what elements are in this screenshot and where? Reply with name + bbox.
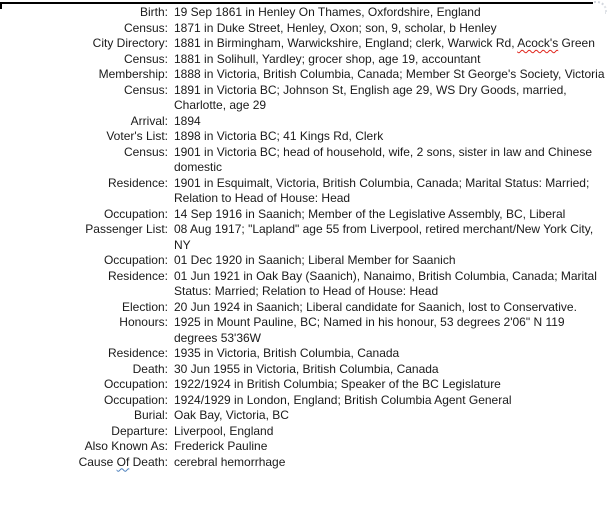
fact-label: Residence:: [107, 268, 168, 283]
fact-row: [0, 377, 610, 393]
fact-row: [0, 222, 610, 253]
fact-value: 1898 in Victoria BC; 41 Kings Rd, Clerk: [174, 129, 384, 143]
fact-row: [0, 5, 610, 21]
grammar-squiggle-word: Of: [116, 454, 130, 469]
fact-value: 1935 in Victoria, British Columbia, Canada: [174, 346, 400, 360]
fact-label: Census:: [123, 144, 168, 159]
fact-value: 1881 in Solihull, Yardley; grocer shop, age 19, accountant: [174, 51, 481, 66]
fact-label: Death:: [132, 361, 168, 376]
fact-label: Passenger List:: [85, 222, 168, 236]
fact-label: Membership:: [98, 67, 168, 81]
fact-row: [0, 455, 610, 471]
fact-row: [0, 408, 610, 424]
fact-value: 1925 in Mount Pauline, BC; Named in his honour, 53 degrees 2'06" N 119 degrees 53'36W: [174, 315, 565, 345]
fact-label: Cause Of Death:: [78, 454, 168, 469]
fact-value: 1894: [174, 113, 201, 128]
fact-row: [0, 424, 610, 440]
fact-row: [0, 21, 610, 37]
fact-label: Birth:: [139, 5, 168, 19]
fact-label: Arrival:: [130, 113, 168, 128]
fact-label: Census:: [123, 20, 168, 35]
fact-row: [0, 145, 610, 176]
fact-row: [0, 362, 610, 378]
fact-label: Occupation:: [103, 377, 168, 391]
fact-value: 1922/1924 in British Columbia; Speaker of the BC Legislature: [174, 377, 501, 391]
fact-row: [0, 393, 610, 409]
fact-row: [0, 300, 610, 316]
fact-row: [0, 176, 610, 207]
fact-label: Occupation:: [103, 392, 168, 407]
fact-label: Election:: [121, 299, 168, 314]
fact-row: [0, 114, 610, 130]
fact-row: [0, 129, 610, 145]
facts-table: [0, 5, 610, 470]
fact-value: 1891 in Victoria BC; Johnson St, English age 29, WS Dry Goods, married, Charlotte, age 29: [174, 82, 567, 112]
fact-value: 01 Jun 1921 in Oak Bay (Saanich), Nanaimo, British Columbia, Canada; Marital Status: Married; Relation to Head of House: Head: [174, 268, 597, 298]
fact-value: 1901 in Victoria BC; head of household, wife, 2 sons, sister in law and Chinese domestic: [174, 144, 593, 174]
fact-value: 1901 in Esquimalt, Victoria, British Columbia, Canada; Marital Status: Married; Relation to Head of House: Head: [174, 175, 590, 205]
fact-label: City Directory:: [92, 36, 168, 50]
fact-value: 1924/1929 in London, England; British Columbia Agent General: [174, 392, 512, 407]
fact-value: Oak Bay, Victoria, BC: [174, 408, 289, 422]
fact-label: Census:: [123, 82, 168, 97]
fact-row: [0, 439, 610, 455]
fact-value: Liverpool, England: [174, 423, 274, 438]
fact-label: Honours:: [119, 315, 168, 329]
fact-label: Also Known As:: [84, 439, 168, 453]
fact-value: 1881 in Birmingham, Warwickshire, England; clerk, Warwick Rd, Acock's Green: [174, 36, 595, 50]
fact-value: cerebral hemorrhage: [174, 454, 286, 469]
fact-label: Census:: [123, 51, 168, 66]
spelling-squiggle-word: Acock's: [517, 36, 559, 50]
fact-label: Occupation:: [103, 253, 168, 267]
fact-value: 1888 in Victoria, British Columbia, Canada; Member St George's Society, Victoria: [174, 67, 605, 81]
fact-value: 1871 in Duke Street, Henley, Oxon; son, 9, scholar, b Henley: [174, 20, 497, 35]
fact-label: Residence:: [107, 175, 168, 190]
fact-row: [0, 52, 610, 68]
fact-value: 19 Sep 1861 in Henley On Thames, Oxfordshire, England: [174, 5, 481, 19]
fact-row: [0, 67, 610, 83]
fact-value: 20 Jun 1924 in Saanich; Liberal candidate for Saanich, lost to Conservative.: [174, 299, 577, 314]
fact-value: 08 Aug 1917; "Lapland" age 55 from Liverpool, retired merchant/New York City, NY: [174, 222, 594, 252]
fact-label: Departure:: [111, 423, 168, 438]
fact-value: 01 Dec 1920 in Saanich; Liberal Member for Saanich: [174, 253, 456, 267]
fact-row: [0, 207, 610, 223]
fact-row: [0, 36, 610, 52]
fact-row: [0, 253, 610, 269]
fact-value: 14 Sep 1916 in Saanich; Member of the Legislative Assembly, BC, Liberal: [174, 206, 566, 221]
fact-row: [0, 315, 610, 346]
fact-value: Frederick Pauline: [174, 439, 268, 453]
fact-row: [0, 346, 610, 362]
fact-label: Voter's List:: [106, 129, 168, 143]
top-rule-divider: [0, 2, 593, 4]
fact-row: [0, 269, 610, 300]
fact-row: [0, 83, 610, 114]
fact-label: Burial:: [133, 408, 168, 422]
fact-label: Occupation:: [103, 206, 168, 221]
fact-value: 30 Jun 1955 in Victoria, British Columbia, Canada: [174, 361, 439, 376]
fact-label: Residence:: [107, 346, 168, 360]
